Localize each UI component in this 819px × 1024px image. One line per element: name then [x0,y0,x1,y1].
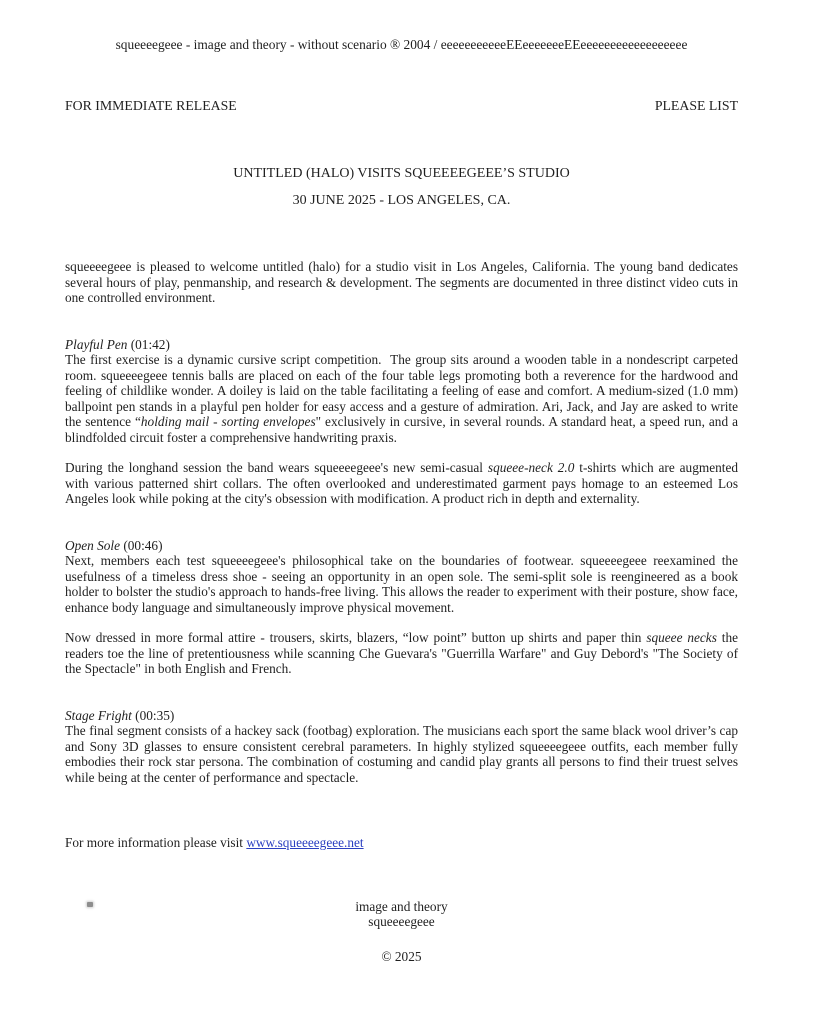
more-info-text: For more information please visit [65,835,247,850]
paragraph-open-sole-2: Now dressed in more formal attire - trousers, skirts, blazers, “low point” button up shirts and paper thin squeee necks the readers toe the line of pretentiousness while scanning Che Guevara's "Guerrilla Warfare" and Guy Debord's "The Society of the Spectacle" in both English and French. [65,630,739,676]
copyright-line: © 2025 [381,948,422,964]
page-title: UNTITLED (HALO) VISITS SQUEEEEGEEE’S STUDIO [233,166,570,181]
for-immediate-release-label: FOR IMMEDIATE RELEASE [65,97,237,113]
release-row [65,98,738,114]
scan-artifact-mark [87,902,93,907]
more-info-line [65,835,738,851]
paragraph-playful-pen-1: The first exercise is a dynamic cursive script competition. The group sits around a wooden table in a nondescript carpeted room. squeeeegeee tennis balls are placed on each of the four table legs promoting both a reverence for the hardwood and feeling of childlike wonder. A doiley is laid on the table facilitating a feeling of ease and comfort. A medium-sized (1.0 mm) ballpoint pen stands in a playful pen holder for easy access and a gesture of admiration. Ari, Jack, and Jay are asked to write the sentence “holding mail - sorting envelopes" exclusively in cursive, in several rounds. A standard heat, a speed run, and a blindfolded circuit foster a comprehensive handwriting praxis. [65,352,738,445]
paragraph-open-sole-1: Next, members each test squeeeegeee's philosophical take on the boundaries of footwear. squeeeegeee reexamined the usefulness of a timeless dress shoe - seeing an opportunity in an open sole. The semi-split sole is reengineered as a book holder to bolster the studio's approach to hands-free living. This allows the reader to experiment with their posture, show face, enhance body language and simultaneously improve physical movement. [65,553,738,615]
intro-paragraph: squeeeegeee is pleased to welcome untitled (halo) for a studio visit in Los Angeles, California. The young band dedicates several hours of play, penmanship, and research & development. The segments are documented in three distinct video cuts in one controlled environment. [65,259,738,305]
section-stage-fright [65,708,738,786]
paragraph-playful-pen-2: During the longhand session the band wears squeeeegeee's new semi-casual squeee-neck 2.0 t-shirts which are augmented with various patterned shirt collars. The often overlooked and underestimated garment pays homage to an esteemed Los Angeles look while poking at the city's obsession with modification. A product rich in depth and externality. [65,460,738,506]
imprint-block [65,899,738,930]
section-heading-open-sole: Open Sole (00:46) [65,537,163,553]
imprint-company-line: image and theory [355,898,448,914]
section-playful-pen [65,337,738,507]
please-list-label: PLEASE LIST [654,97,738,113]
dateline: 30 JUNE 2025 - LOS ANGELES, CA. [292,193,511,208]
paragraph-stage-fright-1: The final segment consists of a hackey sack (footbag) exploration. The musicians each sport the same black wool driver’s cap and Sony 3D glasses to ensure consistent cerebral parameters. In highly stylized squeeeegeee outfits, each member fully embodies their rock star persona. The combination of costuming and candid play grants all persons to find their truest selves while being at the center of performance and spectacle. [65,723,738,785]
header-letterhead-line: squeeeegeee - image and theory - without scenario ® 2004 / eeeeeeeeeeeEEeeeeeeeEEeeeeeeeeeeeeeeeeee [115,37,688,52]
imprint-band-line: squeeeegeee [368,914,435,929]
section-heading-stage-fright: Stage Fright (00:35) [65,707,175,723]
section-heading-playful-pen: Playful Pen (01:42) [65,336,170,352]
website-link[interactable]: www.squeeeegeee.net [246,835,364,850]
section-open-sole [65,538,738,677]
title-block [65,160,738,214]
